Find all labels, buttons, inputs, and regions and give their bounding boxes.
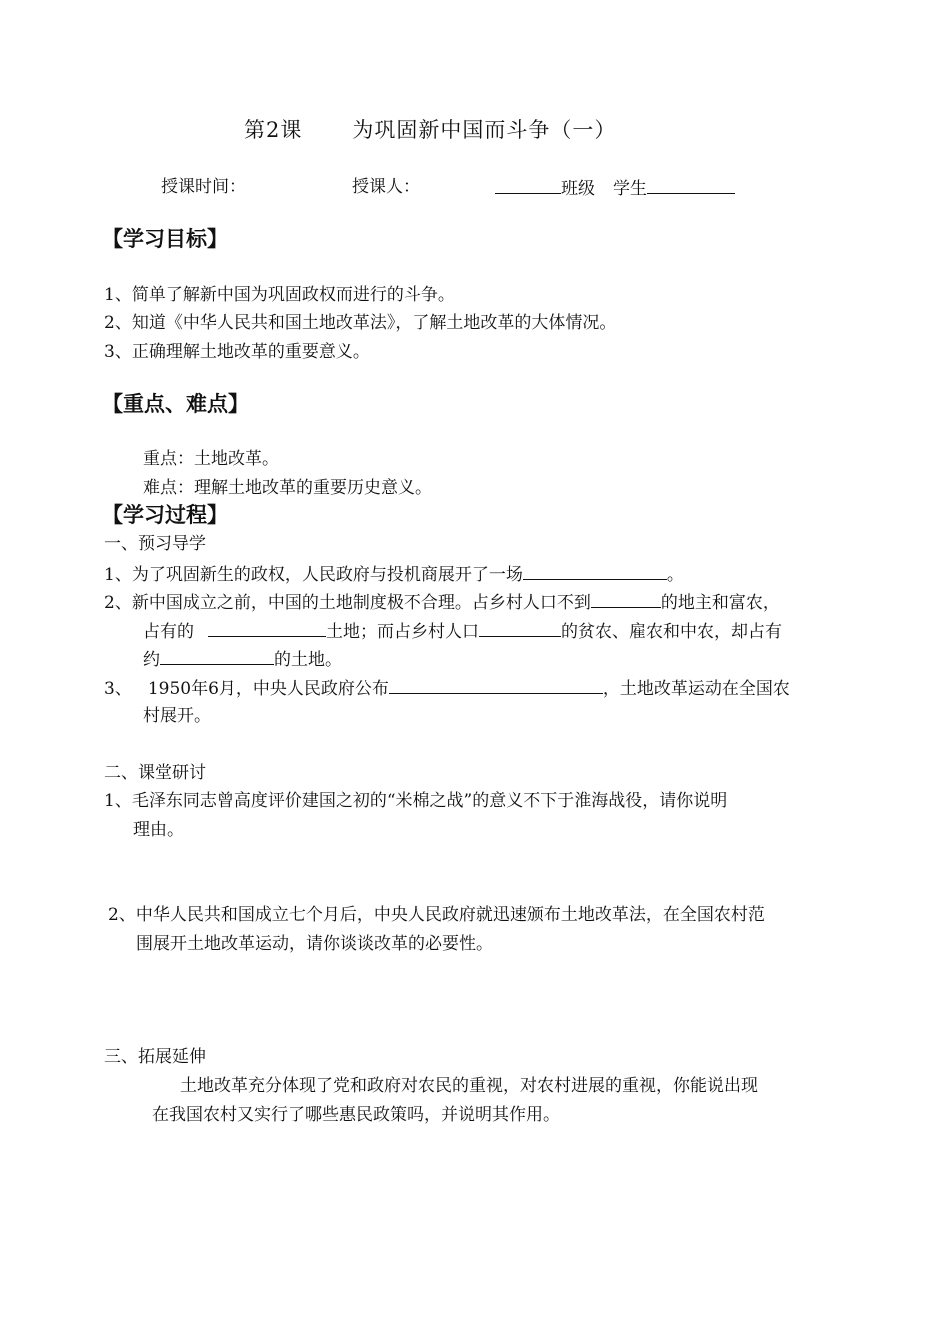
part2-q2-line1: 2、中华人民共和国成立七个月后，中央人民政府就迅速颁布土地改革法，在全国农村范	[108, 905, 765, 925]
part1-q1-text: 1、为了巩固新生的政权，人民政府与投机商展开了一场	[104, 565, 523, 585]
lesson-name: 为巩固新中国而斗争（一）	[352, 118, 617, 142]
part1-q1-end: 。	[666, 565, 684, 585]
answer-blank[interactable]	[591, 590, 661, 608]
part1-q2-text: 的地主和富农，	[660, 593, 780, 613]
answer-blank[interactable]	[389, 676, 603, 694]
objective-item: 2、知道《中华人民共和国土地改革法》，了解土地改革的大体情况。	[104, 313, 617, 333]
part2-q2-line2: 围展开土地改革运动，请你谈谈改革的必要性。	[136, 934, 493, 954]
key-point: 重点：土地改革。	[143, 449, 279, 469]
answer-blank[interactable]	[160, 647, 274, 665]
part2-q1-line2: 理由。	[133, 820, 184, 840]
part1-q2-text: 土地；而占乡村人口	[326, 622, 479, 642]
answer-blank[interactable]	[479, 619, 561, 637]
student-label: 学生	[613, 179, 647, 199]
time-label: 授课时间：	[161, 177, 246, 197]
part1-q2-text: 的土地。	[274, 650, 342, 670]
part1-q2-text: 占有的	[143, 622, 194, 642]
part3-heading: 三、拓展延伸	[104, 1047, 206, 1067]
part2-heading: 二、课堂研讨	[104, 763, 206, 783]
class-student-line	[495, 176, 735, 200]
part1-q3-line1	[104, 676, 790, 700]
part1-q3-line2: 村展开。	[143, 706, 211, 726]
part3-line2: 在我国农村又实行了哪些惠民政策吗，并说明其作用。	[152, 1105, 560, 1125]
part3-line1: 土地改革充分体现了党和政府对农民的重视，对农村进展的重视，你能说出现	[180, 1076, 758, 1096]
class-label: 班级	[561, 179, 595, 199]
difficult-point: 难点：理解土地改革的重要历史意义。	[143, 478, 432, 498]
part1-q2-line3	[143, 647, 342, 671]
part1-q3-number: 3、	[104, 679, 132, 699]
class-blank[interactable]	[495, 176, 561, 194]
part1-q2-text: 2、新中国成立之前，中国的土地制度极不合理。占乡村人口不到	[104, 593, 591, 613]
part1-q2-text: 的贫农、雇农和中农，却占有	[561, 622, 782, 642]
process-heading: 【学习过程】	[102, 503, 228, 527]
part1-q2-line1	[104, 590, 780, 614]
lesson-number: 第2课	[244, 118, 303, 142]
part1-q3-text: 1950年6月，中央人民政府公布	[147, 679, 389, 699]
part1-q3-text: ，土地改革运动在全国农	[602, 679, 790, 699]
part1-q2-line2	[143, 619, 782, 643]
part1-q2-text: 约	[143, 650, 160, 670]
part1-q1	[104, 562, 684, 586]
part1-heading: 一、预习导学	[104, 534, 206, 554]
key-points-heading: 【重点、难点】	[102, 392, 249, 416]
answer-blank[interactable]	[208, 619, 326, 637]
student-blank[interactable]	[647, 176, 735, 194]
lesson-title	[244, 119, 616, 141]
objectives-heading: 【学习目标】	[102, 227, 228, 251]
answer-blank[interactable]	[523, 562, 667, 580]
part2-q1-line1: 1、毛泽东同志曾高度评价建国之初的“米棉之战”的意义不下于淮海战役，请你说明	[104, 791, 728, 811]
teacher-label: 授课人：	[352, 177, 420, 197]
objective-item: 3、正确理解土地改革的重要意义。	[104, 342, 370, 362]
objective-item: 1、简单了解新中国为巩固政权而进行的斗争。	[104, 285, 455, 305]
